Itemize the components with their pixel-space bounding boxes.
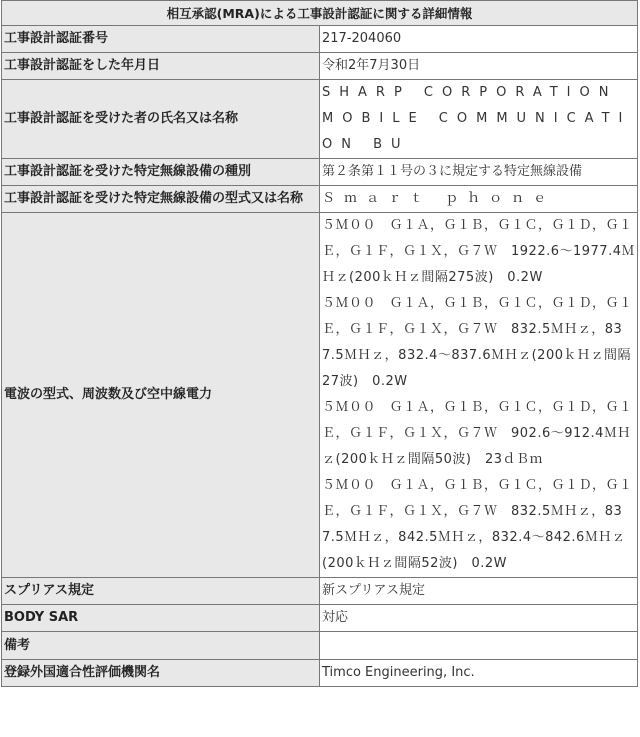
table-row [2, 159, 638, 186]
certification-date-value: 令和2年7月30日 [320, 53, 638, 80]
remarks-value [320, 632, 638, 660]
emission-entry: ５Ｍ００ Ｇ１Ａ，Ｇ１Ｂ，Ｇ１Ｃ，Ｇ１Ｄ，Ｇ１Ｅ，Ｇ１Ｆ，Ｇ１Ｘ，Ｇ７Ｗ 1922.6～1977.4ＭＨｚ(200ｋＨｚ間隔275波) 0.2W [322, 218, 635, 285]
certification-date-label: 工事設計認証をした年月日 [2, 53, 320, 80]
table-row [2, 80, 638, 159]
table-title: 相互承認(MRA)による工事設計認証に関する詳細情報 [2, 1, 638, 26]
emission-value [320, 213, 638, 578]
table-row [2, 53, 638, 80]
emission-entry: ５Ｍ００ Ｇ１Ａ，Ｇ１Ｂ，Ｇ１Ｃ，Ｇ１Ｄ，Ｇ１Ｅ，Ｇ１Ｆ，Ｇ１Ｘ，Ｇ７Ｗ 902.6～912.4ＭＨｚ(200ｋＨｚ間隔50波) 23ｄＢｍ [322, 400, 633, 467]
table-row [2, 605, 638, 632]
body-sar-value: 対応 [320, 605, 638, 632]
holder-name-label: 工事設計認証を受けた者の氏名又は名称 [2, 80, 320, 159]
emission-label: 電波の型式、周波数及び空中線電力 [2, 213, 320, 578]
remarks-label: 備考 [2, 632, 320, 660]
equipment-type-value: 第２条第１１号の３に規定する特定無線設備 [320, 159, 638, 186]
certification-detail-table [1, 0, 638, 687]
model-name-label: 工事設計認証を受けた特定無線設備の型式又は名称 [2, 186, 320, 213]
table-row [2, 213, 638, 578]
spurious-value: 新スプリアス規定 [320, 578, 638, 605]
holder-name-value: SHARP CORPORATION MOBILE COMMUNICATION BU [320, 80, 638, 159]
model-name-value: Ｓｍａｒｔ ｐｈｏｎｅ [320, 186, 638, 213]
table-row [2, 632, 638, 660]
table-row [2, 26, 638, 53]
equipment-type-label: 工事設計認証を受けた特定無線設備の種別 [2, 159, 320, 186]
assessment-body-label: 登録外国適合性評価機関名 [2, 660, 320, 687]
table-row [2, 186, 638, 213]
body-sar-label: BODY SAR [2, 605, 320, 632]
emission-entry: ５Ｍ００ Ｇ１Ａ，Ｇ１Ｂ，Ｇ１Ｃ，Ｇ１Ｄ，Ｇ１Ｅ，Ｇ１Ｆ，Ｇ１Ｘ，Ｇ７Ｗ 832.5ＭＨｚ，837.5ＭＨｚ，832.4～837.6ＭＨｚ(200ｋＨｚ間隔27波) 0.2W [322, 296, 633, 389]
table-title-row [2, 1, 638, 26]
certification-number-label: 工事設計認証番号 [2, 26, 320, 53]
spurious-label: スプリアス規定 [2, 578, 320, 605]
certification-number-value: 217-204060 [320, 26, 638, 53]
table-row [2, 578, 638, 605]
emission-entry: ５Ｍ００ Ｇ１Ａ，Ｇ１Ｂ，Ｇ１Ｃ，Ｇ１Ｄ，Ｇ１Ｅ，Ｇ１Ｆ，Ｇ１Ｘ，Ｇ７Ｗ 832.5ＭＨｚ，837.5ＭＨｚ，842.5ＭＨｚ，832.4～842.6ＭＨｚ(200ｋＨｚ間隔52波) 0.2W [322, 478, 633, 571]
assessment-body-value: Timco Engineering, Inc. [320, 660, 638, 687]
table-row [2, 660, 638, 687]
